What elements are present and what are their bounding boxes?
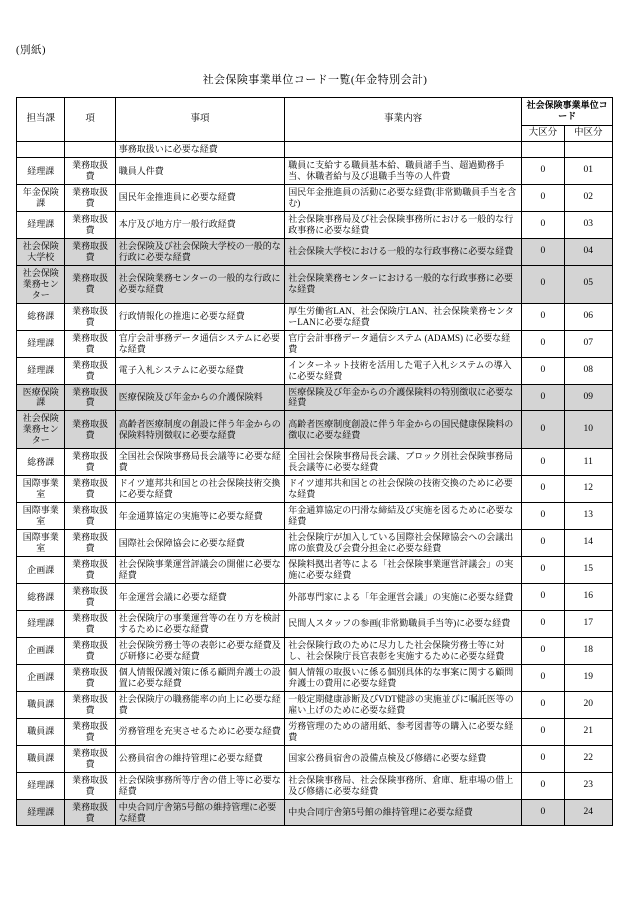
cell-dai-kubun: 0	[522, 211, 564, 238]
cell-tanto: 国際事業室	[17, 476, 65, 503]
cell-naiyo: 医療保険及び年金からの介護保険料の特別徴収に必要な経費	[285, 384, 522, 411]
cell-chu-kubun: 06	[564, 303, 612, 330]
cell-chu-kubun	[564, 142, 612, 158]
cell-kou: 業務取扱費	[65, 772, 115, 799]
cell-dai-kubun: 0	[522, 610, 564, 637]
cell-tanto: 職員課	[17, 718, 65, 745]
cell-chu-kubun: 17	[564, 610, 612, 637]
cell-jikou: 高齢者医療制度の創設に伴う年金からの保険料特別徴収に必要な経費	[115, 411, 284, 449]
column-header-naiyo: 事業内容	[285, 98, 522, 142]
table-row	[17, 637, 613, 664]
table-row	[17, 238, 613, 265]
cell-dai-kubun: 0	[522, 238, 564, 265]
cell-naiyo: 社会保険事務局及び社会保険事務所における一般的な行政事務に必要な経費	[285, 211, 522, 238]
cell-tanto: 企画課	[17, 637, 65, 664]
cell-naiyo	[285, 142, 522, 158]
cell-naiyo: 社会保険業務センターにおける一般的な行政事務に必要な経費	[285, 265, 522, 303]
cell-chu-kubun: 03	[564, 211, 612, 238]
cell-jikou: 社会保険労務士等の表彰に必要な経費及び研修に必要な経費	[115, 637, 284, 664]
cell-naiyo: 厚生労働省LAN、社会保険庁LAN、社会保険業務センターLANに必要な経費	[285, 303, 522, 330]
cell-kou: 業務取扱費	[65, 476, 115, 503]
cell-chu-kubun: 05	[564, 265, 612, 303]
cell-jikou: 社会保険事業運営評議会の開催に必要な経費	[115, 557, 284, 584]
cell-naiyo: 外部専門家による「年金運営会議」の実施に必要な経費	[285, 584, 522, 611]
cell-jikou: 公務員宿舎の維持管理に必要な経費	[115, 745, 284, 772]
cell-dai-kubun: 0	[522, 184, 564, 211]
cell-tanto: 国際事業室	[17, 530, 65, 557]
table-row	[17, 799, 613, 826]
note-label: (別紙)	[16, 45, 46, 56]
cell-kou: 業務取扱費	[65, 158, 115, 185]
table-row	[17, 530, 613, 557]
cell-naiyo: インターネット技術を活用した電子入札システムの導入に必要な経費	[285, 357, 522, 384]
cell-dai-kubun: 0	[522, 330, 564, 357]
cell-chu-kubun: 12	[564, 476, 612, 503]
cell-chu-kubun: 07	[564, 330, 612, 357]
cell-jikou: 社会保険庁の事業運営等の在り方を検討するために必要な経費	[115, 610, 284, 637]
cell-naiyo: 社会保険大学校における一般的な行政事務に必要な経費	[285, 238, 522, 265]
cell-jikou: 社会保険庁の職務能率の向上に必要な経費	[115, 691, 284, 718]
cell-tanto: 職員課	[17, 745, 65, 772]
cell-chu-kubun: 19	[564, 664, 612, 691]
cell-dai-kubun: 0	[522, 357, 564, 384]
cell-dai-kubun: 0	[522, 158, 564, 185]
cell-chu-kubun: 16	[564, 584, 612, 611]
cell-jikou: 社会保険業務センターの一般的な行政に必要な経費	[115, 265, 284, 303]
cell-dai-kubun	[522, 142, 564, 158]
table-row	[17, 691, 613, 718]
cell-jikou: 中央合同庁舎第5号館の維持管理に必要な経費	[115, 799, 284, 826]
cell-kou: 業務取扱費	[65, 411, 115, 449]
cell-chu-kubun: 02	[564, 184, 612, 211]
cell-naiyo: 社会保険庁が加入している国際社会保障協会への会議出席の旅費及び会費分担金に必要な経費	[285, 530, 522, 557]
cell-dai-kubun: 0	[522, 772, 564, 799]
cell-dai-kubun: 0	[522, 799, 564, 826]
cell-tanto: 医療保険課	[17, 384, 65, 411]
cell-jikou: 年金通算協定の実施等に必要な経費	[115, 503, 284, 530]
cell-tanto: 総務課	[17, 584, 65, 611]
table-row	[17, 184, 613, 211]
cell-kou: 業務取扱費	[65, 718, 115, 745]
table-row	[17, 357, 613, 384]
table-row	[17, 411, 613, 449]
cell-jikou: 社会保険事務所等庁舎の借上等に必要な経費	[115, 772, 284, 799]
cell-kou: 業務取扱費	[65, 184, 115, 211]
cell-jikou: 国際社会保障協会に必要な経費	[115, 530, 284, 557]
column-header-kou: 項	[65, 98, 115, 142]
cell-chu-kubun: 22	[564, 745, 612, 772]
cell-kou: 業務取扱費	[65, 557, 115, 584]
cell-kou: 業務取扱費	[65, 449, 115, 476]
cell-jikou: 本庁及び地方庁一般行政経費	[115, 211, 284, 238]
column-header-tanto: 担当課	[17, 98, 65, 142]
table-row	[17, 503, 613, 530]
cell-tanto: 経理課	[17, 330, 65, 357]
table-row	[17, 384, 613, 411]
cell-tanto: 社会保険大学校	[17, 238, 65, 265]
table-row	[17, 745, 613, 772]
column-header-jikou: 事項	[115, 98, 284, 142]
cell-jikou: 医療保険及び年金からの介護保険料	[115, 384, 284, 411]
cell-tanto: 経理課	[17, 357, 65, 384]
cell-kou: 業務取扱費	[65, 530, 115, 557]
cell-naiyo: 全国社会保険事務局長会議、ブロック別社会保険事務局長会議等に必要な経費	[285, 449, 522, 476]
table-row	[17, 476, 613, 503]
cell-naiyo: 保険料拠出者等による「社会保険事業運営評議会」の実施に必要な経費	[285, 557, 522, 584]
cell-kou: 業務取扱費	[65, 637, 115, 664]
cell-chu-kubun: 15	[564, 557, 612, 584]
cell-tanto: 社会保険業務センター	[17, 411, 65, 449]
cell-tanto: 総務課	[17, 449, 65, 476]
cell-chu-kubun: 10	[564, 411, 612, 449]
cell-dai-kubun: 0	[522, 530, 564, 557]
cell-kou: 業務取扱費	[65, 211, 115, 238]
cell-naiyo: 中央合同庁舎第5号館の維持管理に必要な経費	[285, 799, 522, 826]
cell-chu-kubun: 09	[564, 384, 612, 411]
cell-tanto: 経理課	[17, 158, 65, 185]
cell-naiyo: 年金通算協定の円滑な締結及び実施を図るために必要な経費	[285, 503, 522, 530]
cell-kou: 業務取扱費	[65, 303, 115, 330]
cell-chu-kubun: 13	[564, 503, 612, 530]
cell-kou: 業務取扱費	[65, 238, 115, 265]
table-row	[17, 265, 613, 303]
cell-naiyo: 職員に支給する職員基本給、職員諸手当、超過勤務手当、休職者給与及び退職手当等の人件費	[285, 158, 522, 185]
cell-dai-kubun: 0	[522, 691, 564, 718]
cell-dai-kubun: 0	[522, 745, 564, 772]
cell-jikou: 年金運営会議に必要な経費	[115, 584, 284, 611]
cell-tanto	[17, 142, 65, 158]
cell-kou: 業務取扱費	[65, 384, 115, 411]
cell-naiyo: 民間人スタッフの参画(非常勤職員手当等)に必要な経費	[285, 610, 522, 637]
cell-jikou: 社会保険及び社会保険大学校の一般的な行政に必要な経費	[115, 238, 284, 265]
table-row	[17, 142, 613, 158]
cell-dai-kubun: 0	[522, 584, 564, 611]
table-row	[17, 772, 613, 799]
cell-chu-kubun: 08	[564, 357, 612, 384]
cell-jikou: 労務管理を充実させるために必要な経費	[115, 718, 284, 745]
cell-chu-kubun: 21	[564, 718, 612, 745]
cell-naiyo: ドイツ連邦共和国との社会保険の技術交換のために必要な経費	[285, 476, 522, 503]
cell-kou: 業務取扱費	[65, 330, 115, 357]
code-list-table	[16, 97, 613, 826]
cell-naiyo: 社会保険行政のために尽力した社会保険労務士等に対し、社会保険庁長官表彰を実施するために必要な経費	[285, 637, 522, 664]
cell-jikou: 行政情報化の推進に必要な経費	[115, 303, 284, 330]
cell-tanto: 職員課	[17, 691, 65, 718]
cell-chu-kubun: 20	[564, 691, 612, 718]
cell-chu-kubun: 11	[564, 449, 612, 476]
cell-kou	[65, 142, 115, 158]
page-title: 社会保険事業単位コード一覧(年金特別会計)	[202, 74, 428, 86]
table-header	[17, 98, 613, 142]
cell-tanto: 社会保険業務センター	[17, 265, 65, 303]
table-row	[17, 211, 613, 238]
cell-jikou: ドイツ連邦共和国との社会保険技術交換に必要な経費	[115, 476, 284, 503]
cell-chu-kubun: 24	[564, 799, 612, 826]
cell-jikou: 国民年金推進員に必要な経費	[115, 184, 284, 211]
table-row	[17, 664, 613, 691]
cell-naiyo: 国民年金推進員の活動に必要な経費(非常勤職員手当を含む)	[285, 184, 522, 211]
cell-tanto: 国際事業室	[17, 503, 65, 530]
cell-dai-kubun: 0	[522, 449, 564, 476]
cell-tanto: 企画課	[17, 664, 65, 691]
cell-jikou: 官庁会計事務データ通信システムに必要な経費	[115, 330, 284, 357]
cell-tanto: 経理課	[17, 610, 65, 637]
cell-naiyo: 労務管理のための諸用紙、参考図書等の購入に必要な経費	[285, 718, 522, 745]
cell-kou: 業務取扱費	[65, 265, 115, 303]
cell-kou: 業務取扱費	[65, 610, 115, 637]
table-row	[17, 303, 613, 330]
table-row	[17, 610, 613, 637]
table-row	[17, 330, 613, 357]
table-row	[17, 158, 613, 185]
cell-jikou: 事務取扱いに必要な経費	[115, 142, 284, 158]
cell-kou: 業務取扱費	[65, 745, 115, 772]
cell-dai-kubun: 0	[522, 718, 564, 745]
cell-naiyo: 個人情報の取扱いに係る個別具体的な事案に関する顧問弁護士の費用に必要な経費	[285, 664, 522, 691]
cell-tanto: 経理課	[17, 211, 65, 238]
cell-tanto: 経理課	[17, 772, 65, 799]
cell-jikou: 個人情報保護対策に係る顧問弁護士の設置に必要な経費	[115, 664, 284, 691]
cell-dai-kubun: 0	[522, 411, 564, 449]
table-body	[17, 142, 613, 826]
cell-tanto: 企画課	[17, 557, 65, 584]
cell-naiyo: 高齢者医療制度創設に伴う年金からの国民健康保険料の徴収に必要な経費	[285, 411, 522, 449]
cell-dai-kubun: 0	[522, 384, 564, 411]
cell-dai-kubun: 0	[522, 503, 564, 530]
cell-naiyo: 社会保険事務局、社会保険事務所、倉庫、駐車場の借上及び修繕に必要な経費	[285, 772, 522, 799]
cell-jikou: 電子入札システムに必要な経費	[115, 357, 284, 384]
cell-chu-kubun: 04	[564, 238, 612, 265]
cell-dai-kubun: 0	[522, 637, 564, 664]
cell-naiyo: 一般定期健康診断及びVDT健診の実施並びに嘱託医等の雇い上げのために必要な経費	[285, 691, 522, 718]
cell-jikou: 全国社会保険事務局長会議等に必要な経費	[115, 449, 284, 476]
table-row	[17, 449, 613, 476]
cell-dai-kubun: 0	[522, 303, 564, 330]
cell-kou: 業務取扱費	[65, 799, 115, 826]
table-row	[17, 718, 613, 745]
table-row	[17, 584, 613, 611]
cell-tanto: 経理課	[17, 799, 65, 826]
cell-dai-kubun: 0	[522, 557, 564, 584]
cell-chu-kubun: 23	[564, 772, 612, 799]
cell-dai-kubun: 0	[522, 265, 564, 303]
cell-jikou: 職員人件費	[115, 158, 284, 185]
table-row	[17, 557, 613, 584]
cell-kou: 業務取扱費	[65, 357, 115, 384]
cell-tanto: 総務課	[17, 303, 65, 330]
cell-naiyo: 官庁会計事務データ通信システム (ADAMS) に必要な経費	[285, 330, 522, 357]
cell-kou: 業務取扱費	[65, 664, 115, 691]
cell-dai-kubun: 0	[522, 476, 564, 503]
cell-chu-kubun: 14	[564, 530, 612, 557]
cell-kou: 業務取扱費	[65, 691, 115, 718]
cell-dai-kubun: 0	[522, 664, 564, 691]
cell-naiyo: 国家公務員宿舎の設備点検及び修繕に必要な経費	[285, 745, 522, 772]
cell-kou: 業務取扱費	[65, 503, 115, 530]
cell-chu-kubun: 01	[564, 158, 612, 185]
cell-tanto: 年金保険課	[17, 184, 65, 211]
cell-kou: 業務取扱費	[65, 584, 115, 611]
cell-chu-kubun: 18	[564, 637, 612, 664]
column-header-chu: 中区分	[564, 125, 612, 142]
column-header-code-group: 社会保険事業単位コード	[522, 98, 613, 126]
column-header-dai: 大区分	[522, 125, 564, 142]
